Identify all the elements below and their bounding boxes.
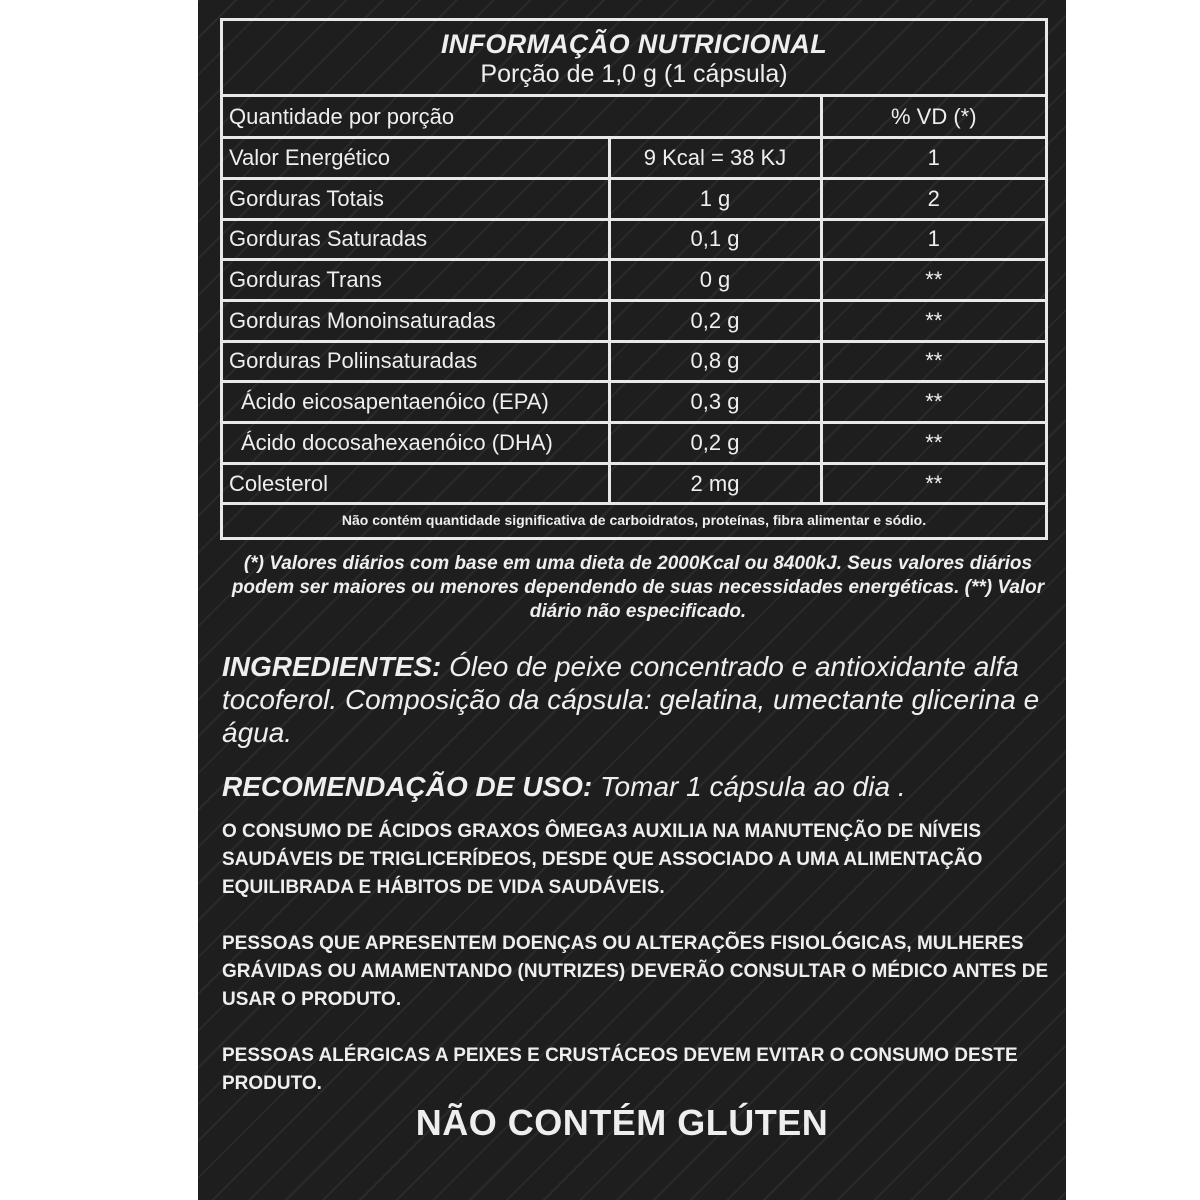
medical-warning: PESSOAS QUE APRESENTEM DOENÇAS OU ALTERAÇÕES FISIOLÓGICAS, MULHERES GRÁVIDAS OU AMAMENTANDO (NUTRIZES) DEVERÃO CONSULTAR O MÉDICO ANTES DE USAR O PRODUTO. [222, 933, 1049, 1010]
nutrient-amount: 0 g [609, 260, 821, 301]
usage-section [222, 770, 1052, 804]
nutrient-name: Gorduras Poliinsaturadas [223, 341, 609, 382]
omega3-claim: O CONSUMO DE ÁCIDOS GRAXOS ÔMEGA3 AUXILIA NA MANUTENÇÃO DE NÍVEIS SAUDÁVEIS DE TRIGLICERÍDEOS, DESDE QUE ASSOCIADO A UMA ALIMENTAÇÃO EQUILIBRADA E HÁBITOS DE VIDA SAUDÁVEIS. [222, 821, 983, 898]
nutrition-title: INFORMAÇÃO NUTRICIONAL [440, 29, 828, 59]
table-row [223, 138, 1045, 179]
table-row [223, 219, 1045, 260]
nutrient-vd: 1 [821, 219, 1045, 260]
daily-values-footnote: (*) Valores diários com base em uma dieta de 2000Kcal ou 8400kJ. Seus valores diários podem ser maiores ou menores dependendo de suas necessidades energéticas. (**) Valor diário não especificado. [231, 553, 1045, 622]
nutrition-table [223, 97, 1045, 505]
nutrient-vd: ** [821, 300, 1045, 341]
table-note: Não contém quantidade significativa de carboidratos, proteínas, fibra alimentar e sódio. [341, 512, 927, 529]
quantity-header: Quantidade por porção [223, 97, 821, 138]
nutrient-name: Gorduras Trans [223, 260, 609, 301]
nutrient-name: Ácido eicosapentaenóico (EPA) [223, 382, 609, 423]
allergy-warning: PESSOAS ALÉRGICAS A PEIXES E CRUSTÁCEOS DEVEM EVITAR O CONSUMO DESTE PRODUTO. [222, 1045, 1018, 1094]
nutrient-vd: 1 [821, 138, 1045, 179]
nutrient-vd: 2 [821, 178, 1045, 219]
nutrient-name: Ácido docosahexaenóico (DHA) [223, 423, 609, 464]
ingredients-label: INGREDIENTES: [222, 651, 442, 682]
nutrient-amount: 0,3 g [609, 382, 821, 423]
nutrition-header [223, 21, 1045, 97]
table-row [223, 300, 1045, 341]
table-header-row [223, 97, 1045, 138]
nutrient-amount: 0,2 g [609, 423, 821, 464]
ingredients-text: Óleo de peixe concentrado e antioxidante alfa tocoferol. Composição da cápsula: gelatina, umectante glicerina e água. [222, 651, 1040, 748]
nutrient-amount: 0,8 g [609, 341, 821, 382]
usage-label: RECOMENDAÇÃO DE USO: [222, 771, 593, 802]
nutrient-name: Valor Energético [223, 138, 609, 179]
nutrient-vd: ** [821, 341, 1045, 382]
table-row [223, 260, 1045, 301]
table-row [223, 382, 1045, 423]
nutrient-amount: 9 Kcal = 38 KJ [609, 138, 821, 179]
table-row [223, 341, 1045, 382]
nutrient-amount: 1 g [609, 178, 821, 219]
product-label-panel [198, 0, 1066, 1200]
nutrient-vd: ** [821, 423, 1045, 464]
nutrient-vd: ** [821, 463, 1045, 504]
gluten-free-notice: NÃO CONTÉM GLÚTEN [415, 1102, 829, 1143]
nutrient-amount: 2 mg [609, 463, 821, 504]
nutrition-facts-box [220, 18, 1048, 540]
table-row [223, 463, 1045, 504]
ingredients-section [222, 650, 1052, 749]
serving-size: Porção de 1,0 g (1 cápsula) [480, 60, 788, 88]
vd-header: % VD (*) [821, 97, 1045, 138]
nutrient-name: Gorduras Totais [223, 178, 609, 219]
usage-text: Tomar 1 cápsula ao dia . [592, 771, 906, 802]
table-row [223, 423, 1045, 464]
nutrient-name: Gorduras Monoinsaturadas [223, 300, 609, 341]
nutrient-name: Gorduras Saturadas [223, 219, 609, 260]
nutrient-name: Colesterol [223, 463, 609, 504]
nutrient-vd: ** [821, 382, 1045, 423]
nutrient-vd: ** [821, 260, 1045, 301]
table-row [223, 178, 1045, 219]
nutrient-amount: 0,2 g [609, 300, 821, 341]
nutrient-amount: 0,1 g [609, 219, 821, 260]
